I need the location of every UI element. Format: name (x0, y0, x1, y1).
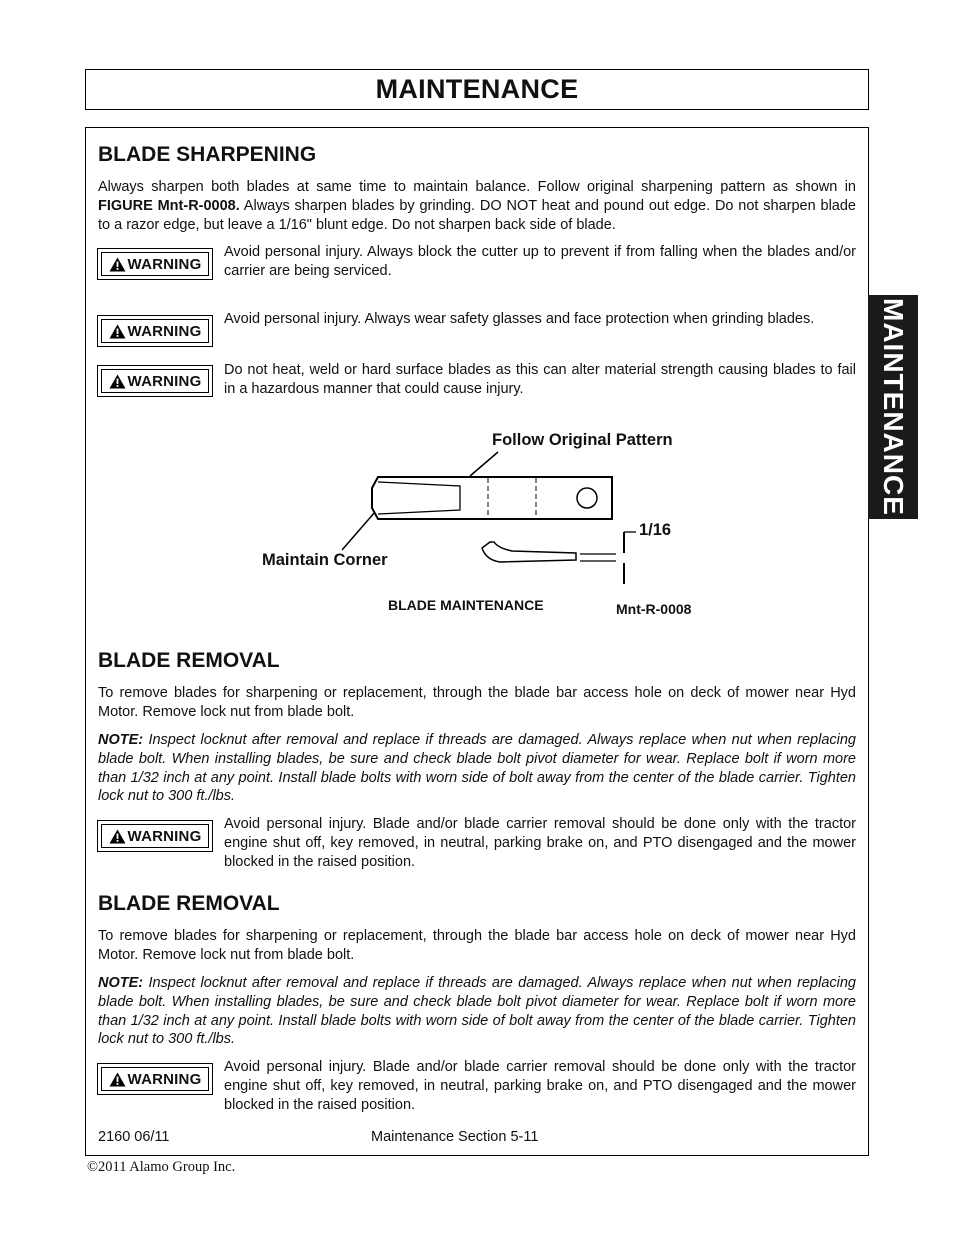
warning-triangle-icon (109, 324, 126, 339)
heading-blade-removal-1: BLADE REMOVAL (98, 649, 280, 672)
section-side-tab (868, 295, 918, 519)
warning-text: Avoid personal injury. Blade and/or blade carrier removal should be done only with the tractor engine shut off, key removed, in neutral, parking brake on, and PTO disengaged and the mower blocked in the raised position. (224, 1059, 856, 1113)
warning-badge-inner (101, 252, 209, 276)
warning-label: WARNING (127, 1070, 202, 1088)
warning-triangle-icon (109, 374, 126, 389)
warning-badge-inner (101, 824, 209, 848)
warning-text: Do not heat, weld or hard surface blades as this can alter material strength causing blades to fail in a hazardous manner that could cause injury. (224, 362, 856, 397)
warning-label: WARNING (127, 255, 202, 273)
warning-triangle-icon (109, 829, 126, 844)
note-text: Inspect locknut after removal and replace if threads are damaged. Always replace when nut when replacing blade bolt. When installing blades, be sure and check blade bolt pivot diameter for wear. Replace bolt if worn more than 1/32 inch at any point. Install blade bolts with worn side of bolt away from the center of the blade carrier. Tighten lock nut to 300 ft./lbs. (98, 975, 856, 1048)
sharpening-text-a: Always sharpen both blades at same time to maintain balance. Follow original sharpening pattern as shown in (98, 179, 856, 195)
warning-badge-inner (101, 369, 209, 393)
removal-paragraph-1: To remove blades for sharpening or replacement, through the blade bar access hole on deck of mower near Hyd Motor. Remove lock nut from blade bolt. (98, 685, 856, 720)
note-label: NOTE: (98, 732, 144, 748)
warning-badge-inner (101, 1067, 209, 1091)
warning-label: WARNING (127, 827, 202, 845)
footer-section: Maintenance Section 5-11 (371, 1129, 539, 1145)
copyright: ©2011 Alamo Group Inc. (87, 1159, 236, 1175)
heading-blade-sharpening: BLADE SHARPENING (98, 143, 317, 166)
warning-triangle-icon (109, 1072, 126, 1087)
sharpening-text-b: Always sharpen blades by grinding. DO NOT heat and pound out edge. Do not sharpen blade to a razor edge, but leave a 1/16" blunt edge. Do not sharpen back side of blade. (98, 197, 856, 233)
warning-badge (97, 315, 213, 347)
warning-text: Avoid personal injury. Always wear safety glasses and face protection when grinding blades. (224, 311, 815, 327)
note-text: Inspect locknut after removal and replace if threads are damaged. Always replace when nut when replacing blade bolt. When installing blades, be sure and check blade bolt pivot diameter for wear. Replace bolt if worn more than 1/32 inch at any point. Install blade bolts with worn side of bolt away from the center of the blade carrier. Tighten lock nut to 300 ft./lbs. (98, 732, 856, 805)
removal-note-2 (98, 974, 856, 1049)
warning-text: Avoid personal injury. Blade and/or blade carrier removal should be done only with the tractor engine shut off, key removed, in neutral, parking brake on, and PTO disengaged and the mower blocked in the raised position. (224, 816, 856, 870)
footer-model-date: 2160 06/11 (98, 1129, 170, 1145)
label-dimension: 1/16 (639, 521, 672, 539)
sharpening-paragraph (98, 178, 856, 234)
warning-text: Avoid personal injury. Always block the cutter up to prevent if from falling when the blades and/or carrier are being serviced. (224, 244, 856, 279)
warning-label: WARNING (127, 322, 202, 340)
figure-caption: BLADE MAINTENANCE (388, 597, 544, 613)
figure-code: Mnt-R-0008 (616, 601, 692, 617)
warning-triangle-icon (109, 257, 126, 272)
warning-badge-inner (101, 319, 209, 343)
side-tab-label: MAINTENANCE (878, 298, 909, 516)
warning-badge (97, 1063, 213, 1095)
blade-maintenance-figure (250, 420, 720, 625)
warning-label: WARNING (127, 372, 202, 390)
header-box (85, 69, 869, 110)
label-maintain-corner: Maintain Corner (262, 551, 388, 569)
warning-badge (97, 820, 213, 852)
warning-badge (97, 248, 213, 280)
warning-badge (97, 365, 213, 397)
note-label: NOTE: (98, 975, 144, 991)
removal-note-1 (98, 731, 856, 806)
figure-reference: FIGURE Mnt-R-0008. (98, 197, 240, 214)
heading-blade-removal-2: BLADE REMOVAL (98, 892, 280, 915)
page-title: MAINTENANCE (375, 74, 579, 104)
removal-paragraph-2: To remove blades for sharpening or replacement, through the blade bar access hole on deck of mower near Hyd Motor. Remove lock nut from blade bolt. (98, 928, 856, 963)
label-follow-pattern: Follow Original Pattern (492, 431, 673, 449)
